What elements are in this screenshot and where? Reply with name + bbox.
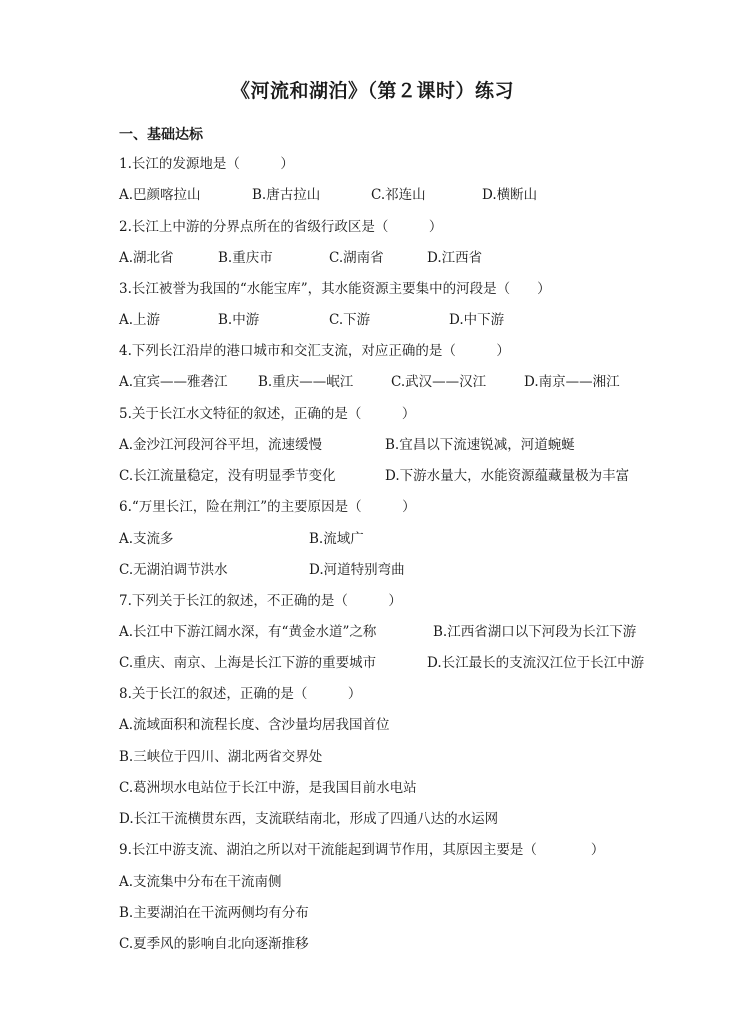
question-8-option-a: A.流域面积和流程长度、含沙量均居我国首位 [119,717,390,733]
question-2-option-d: D.江西省 [427,250,483,266]
question-4-stem: 4.下列长江沿岸的港口城市和交汇支流，对应正确的是（ ） [119,343,510,359]
question-9-option-c: C.夏季风的影响自北向逐渐推移 [119,936,309,952]
question-8-option-d: D.长江干流横贯东西，支流联结南北，形成了四通八达的水运网 [119,811,499,827]
question-7-stem: 7.下列关于长江的叙述，不正确的是（ ） [119,593,402,609]
question-2-option-c: C.湖南省 [329,250,384,266]
question-4-option-b: B.重庆——岷江 [258,374,354,390]
question-7-option-d: D.长江最长的支流汉江位于长江中游 [427,655,645,671]
question-6-option-d: D.河道特别弯曲 [309,562,405,578]
question-2-option-a: A.湖北省 [119,250,174,266]
question-3-option-b: B.中游 [218,312,260,328]
question-1-option-c: C.祁连山 [371,187,426,203]
question-1-option-b: B.唐古拉山 [252,187,321,203]
question-2-option-b: B.重庆市 [218,250,273,266]
question-8-stem: 8.关于长江的叙述，正确的是（ ） [119,686,362,702]
question-3-option-d: D.中下游 [449,312,505,328]
question-8-option-b: B.三峡位于四川、湖北两省交界处 [119,749,323,765]
question-4-option-d: D.南京——湘江 [524,374,620,390]
question-5-stem: 5.关于长江水文特征的叙述，正确的是（ ） [119,406,416,422]
question-5-option-b: B.宜昌以下流速锐减，河道蜿蜒 [385,437,575,453]
question-1-option-a: A.巴颜喀拉山 [119,187,201,203]
question-9-stem: 9.长江中游支流、湖泊之所以对干流能起到调节作用，其原因主要是（ ） [119,842,605,858]
question-5-option-d: D.下游水量大，水能资源蕴藏量极为丰富 [385,468,630,484]
question-7-option-a: A.长江中下游江阔水深，有“黄金水道”之称 [119,624,377,640]
question-5-option-c: C.长江流量稳定，没有明显季节变化 [119,468,336,484]
page-title: 《河流和湖泊》（第２课时）练习 [230,80,514,102]
question-1-stem: 1.长江的发源地是（ ） [119,156,294,172]
question-6-option-a: A.支流多 [119,531,174,547]
question-6-stem: 6.“万里长江，险在荆江”的主要原因是（ ） [119,499,416,515]
question-4-option-c: C.武汉——汉江 [391,374,487,390]
question-3-option-a: A.上游 [119,312,161,328]
question-7-option-b: B.江西省湖口以下河段为长江下游 [433,624,637,640]
question-8-option-c: C.葛洲坝水电站位于长江中游，是我国目前水电站 [119,780,417,796]
question-6-option-c: C.无湖泊调节洪水 [119,562,228,578]
question-5-option-a: A.金沙江河段河谷平坦，流速缓慢 [119,437,323,453]
question-6-option-b: B.流域广 [309,531,364,547]
question-7-option-c: C.重庆、南京、上海是长江下游的重要城市 [119,655,377,671]
question-3-stem: 3.长江被誉为我国的“水能宝库”，其水能资源主要集中的河段是（ ） [119,281,551,297]
question-4-option-a: A.宜宾——雅砻江 [119,374,228,390]
question-1-option-d: D.横断山 [482,187,538,203]
section-heading: 一、基础达标 [119,127,203,143]
question-3-option-c: C.下游 [329,312,371,328]
question-2-stem: 2.长江上中游的分界点所在的省级行政区是（ ） [119,219,443,235]
question-9-option-b: B.主要湖泊在干流两侧均有分布 [119,905,309,921]
question-9-option-a: A.支流集中分布在干流南侧 [119,874,282,890]
